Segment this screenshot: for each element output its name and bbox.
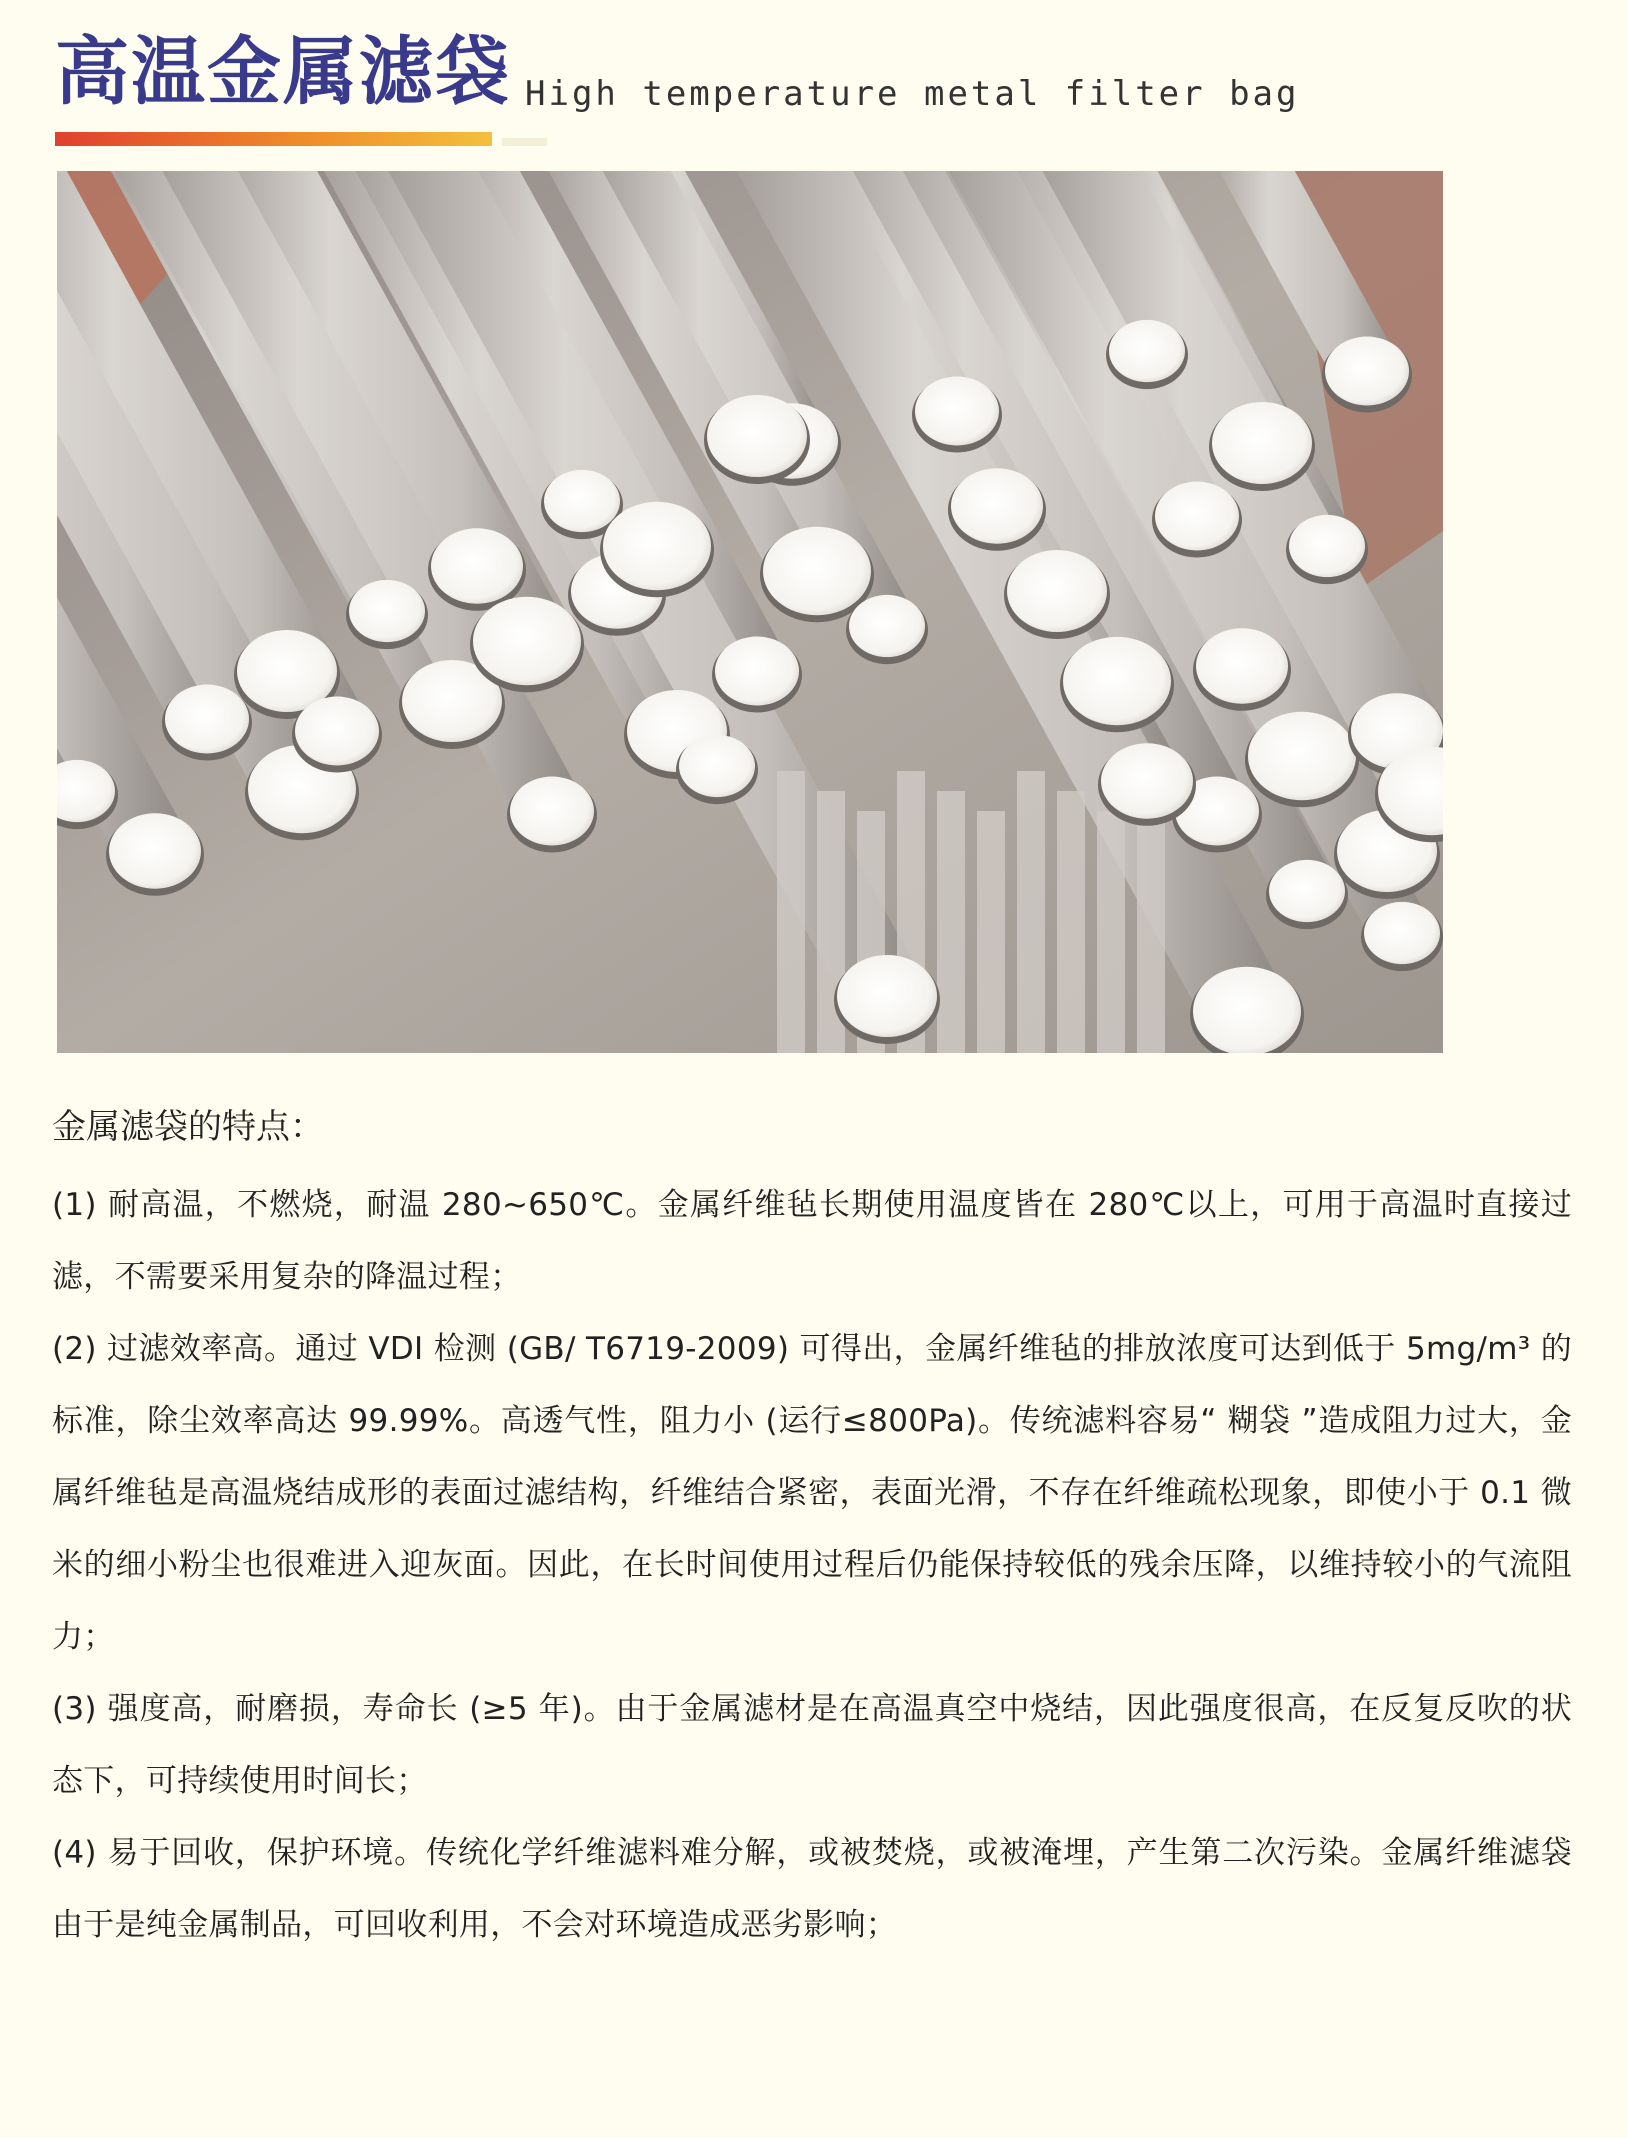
filter-cap — [1364, 902, 1440, 964]
filter-cap — [295, 697, 379, 766]
filter-cap — [1193, 967, 1301, 1053]
background-tube — [1097, 811, 1125, 1053]
filter-cap — [544, 470, 620, 532]
filter-cap — [679, 735, 755, 797]
background-tube — [937, 791, 965, 1053]
background-tube — [1057, 791, 1085, 1053]
background-tube — [777, 771, 805, 1053]
page-header — [55, 22, 1300, 142]
filter-cap — [1196, 628, 1288, 703]
filter-cap — [1155, 482, 1239, 551]
filter-cap — [473, 597, 581, 686]
filter-cap — [1212, 402, 1312, 484]
filter-bags-illustration — [57, 171, 1443, 1053]
filter-cap — [349, 580, 425, 642]
filter-cap — [510, 777, 594, 846]
filter-cap — [603, 502, 711, 591]
filter-cap — [849, 595, 925, 657]
filter-cap — [707, 395, 807, 477]
page-title: 高温金属滤袋 — [55, 29, 511, 115]
filter-cap — [431, 528, 523, 603]
filter-cap — [1325, 337, 1409, 406]
filter-cap — [715, 637, 799, 706]
filter-cap — [109, 813, 201, 888]
filter-bags-photo — [57, 171, 1443, 1053]
filter-cap — [1063, 637, 1171, 726]
page-subtitle: High temperature metal filter bag — [525, 74, 1300, 114]
feature-paragraph-1: (1) 耐高温，不燃烧，耐温 280~650℃。金属纤维毡长期使用温度皆在 280℃以上，可用于高温时直接过滤，不需要采用复杂的降温过程； — [52, 1187, 1572, 1295]
filter-cap — [1109, 320, 1185, 382]
features-section — [52, 1097, 1572, 1961]
filter-cap — [1289, 515, 1365, 577]
filter-cap — [1248, 712, 1356, 801]
filter-cap — [1269, 860, 1345, 922]
feature-paragraph-3: (3) 强度高，耐磨损，寿命长 (≥5 年)。由于金属滤材是在高温真空中烧结，因此强度很高，在反复反吹的状态下，可持续使用时间长； — [52, 1691, 1572, 1799]
background-tube — [1017, 771, 1045, 1053]
filter-cap — [1007, 550, 1107, 632]
filter-cap — [763, 527, 871, 616]
title-underline-bar — [55, 132, 492, 146]
filter-cap — [165, 685, 249, 754]
filter-cap — [1101, 743, 1193, 818]
filter-cap — [837, 955, 937, 1037]
title-underline-tail — [502, 138, 547, 146]
features-heading: 金属滤袋的特点： — [52, 1107, 324, 1147]
feature-paragraph-2: (2) 过滤效率高。通过 VDI 检测 (GB/ T6719-2009) 可得出，金属纤维毡的排放浓度可达到低于 5mg/m³ 的标准，除尘效率高达 99.99%。高透气性，阻力小 (运行≤800Pa)。传统滤料容易“ 糊袋 ”造成阻力过大，金属纤维毡是高温烧结成形的表面过滤结构，纤维结合紧密，表面光滑，不存在纤维疏松现象，即使小于 0.1 微米的细小粉尘也很难进入迎灰面。因此，在长时间使用过程后仍能保持较低的残余压降，以维持较小的气流阻力； — [52, 1331, 1572, 1655]
filter-cap — [915, 377, 999, 446]
background-tube — [977, 811, 1005, 1053]
filter-cap — [951, 468, 1043, 543]
feature-paragraph-4: (4) 易于回收，保护环境。传统化学纤维滤料难分解，或被焚烧，或被淹埋，产生第二次污染。金属纤维滤袋由于是纯金属制品，可回收利用，不会对环境造成恶劣影响； — [52, 1835, 1572, 1943]
